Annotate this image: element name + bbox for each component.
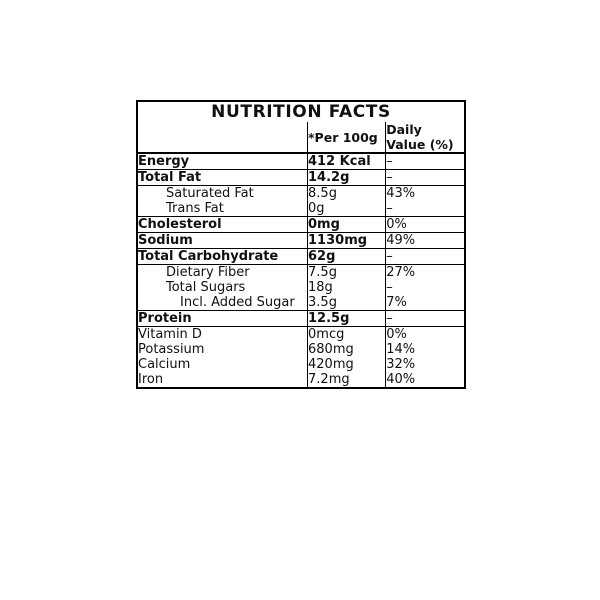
nutrient-daily-value: – bbox=[386, 170, 464, 186]
nutrient-amount: 14.2g bbox=[308, 170, 386, 186]
nutrient-daily-value: 27% bbox=[386, 265, 464, 281]
nutrient-name: Trans Fat bbox=[166, 201, 224, 216]
header-per-100g: *Per 100g bbox=[308, 122, 386, 153]
nutrient-name: Protein bbox=[138, 311, 308, 327]
table-row bbox=[138, 311, 464, 327]
table-row bbox=[138, 357, 464, 372]
nutrient-amount: 0mcg bbox=[308, 327, 386, 343]
nutrient-daily-value: – bbox=[386, 280, 464, 295]
table-row bbox=[138, 295, 464, 311]
nutrition-facts-panel bbox=[136, 100, 466, 389]
table-row bbox=[138, 201, 464, 217]
panel-title: NUTRITION FACTS bbox=[211, 102, 391, 122]
table-row bbox=[138, 249, 464, 265]
nutrient-name: Total Fat bbox=[138, 170, 308, 186]
nutrient-amount: 0g bbox=[308, 201, 386, 217]
nutrient-daily-value: 0% bbox=[386, 217, 464, 233]
nutrient-amount: 0mg bbox=[308, 217, 386, 233]
table-row bbox=[138, 372, 464, 387]
nutrient-name: Incl. Added Sugar bbox=[180, 295, 295, 310]
table-row bbox=[138, 153, 464, 170]
table-row bbox=[138, 280, 464, 295]
nutrient-daily-value: 40% bbox=[386, 372, 464, 387]
table-row bbox=[138, 233, 464, 249]
nutrient-name: Energy bbox=[138, 153, 308, 170]
title-row bbox=[138, 102, 464, 122]
header-nutrient bbox=[138, 122, 308, 153]
nutrient-name: Calcium bbox=[138, 357, 191, 372]
nutrient-daily-value: – bbox=[386, 249, 464, 265]
nutrient-name: Potassium bbox=[138, 342, 205, 357]
nutrition-facts-body bbox=[138, 102, 464, 387]
table-row bbox=[138, 170, 464, 186]
nutrient-name: Total Sugars bbox=[166, 280, 246, 295]
nutrient-name: Total Carbohydrate bbox=[138, 249, 308, 265]
nutrient-name: Saturated Fat bbox=[138, 186, 308, 202]
table-row bbox=[138, 327, 464, 343]
table-row bbox=[138, 265, 464, 281]
nutrient-amount: 62g bbox=[308, 249, 386, 265]
nutrient-amount: 12.5g bbox=[308, 311, 386, 327]
nutrient-daily-value: 49% bbox=[386, 233, 464, 249]
nutrient-amount: 7.5g bbox=[308, 265, 386, 281]
nutrient-name: Sodium bbox=[138, 233, 308, 249]
table-row bbox=[138, 342, 464, 357]
header-daily-value: Daily Value (%) bbox=[386, 122, 464, 153]
nutrient-name: Vitamin D bbox=[138, 327, 308, 343]
nutrient-amount: 3.5g bbox=[308, 295, 386, 311]
nutrient-name: Cholesterol bbox=[138, 217, 308, 233]
nutrient-amount: 412 Kcal bbox=[308, 153, 386, 170]
table-row bbox=[138, 186, 464, 202]
nutrient-daily-value: 7% bbox=[386, 295, 464, 311]
column-header-row bbox=[138, 122, 464, 153]
nutrient-amount: 1130mg bbox=[308, 233, 386, 249]
nutrient-name: Iron bbox=[138, 372, 164, 387]
nutrient-amount: 7.2mg bbox=[308, 372, 386, 387]
nutrient-daily-value: 0% bbox=[386, 327, 464, 343]
nutrient-daily-value: 14% bbox=[386, 342, 464, 357]
nutrient-daily-value: 32% bbox=[386, 357, 464, 372]
nutrient-amount: 680mg bbox=[308, 342, 386, 357]
nutrient-daily-value: 43% bbox=[386, 186, 464, 202]
nutrient-amount: 420mg bbox=[308, 357, 386, 372]
nutrient-daily-value: – bbox=[386, 311, 464, 327]
nutrient-amount: 18g bbox=[308, 280, 386, 295]
table-row bbox=[138, 217, 464, 233]
nutrient-amount: 8.5g bbox=[308, 186, 386, 202]
nutrient-daily-value: – bbox=[386, 201, 464, 217]
nutrient-daily-value: – bbox=[386, 153, 464, 170]
nutrition-facts-table bbox=[138, 102, 464, 387]
nutrient-name: Dietary Fiber bbox=[138, 265, 308, 281]
